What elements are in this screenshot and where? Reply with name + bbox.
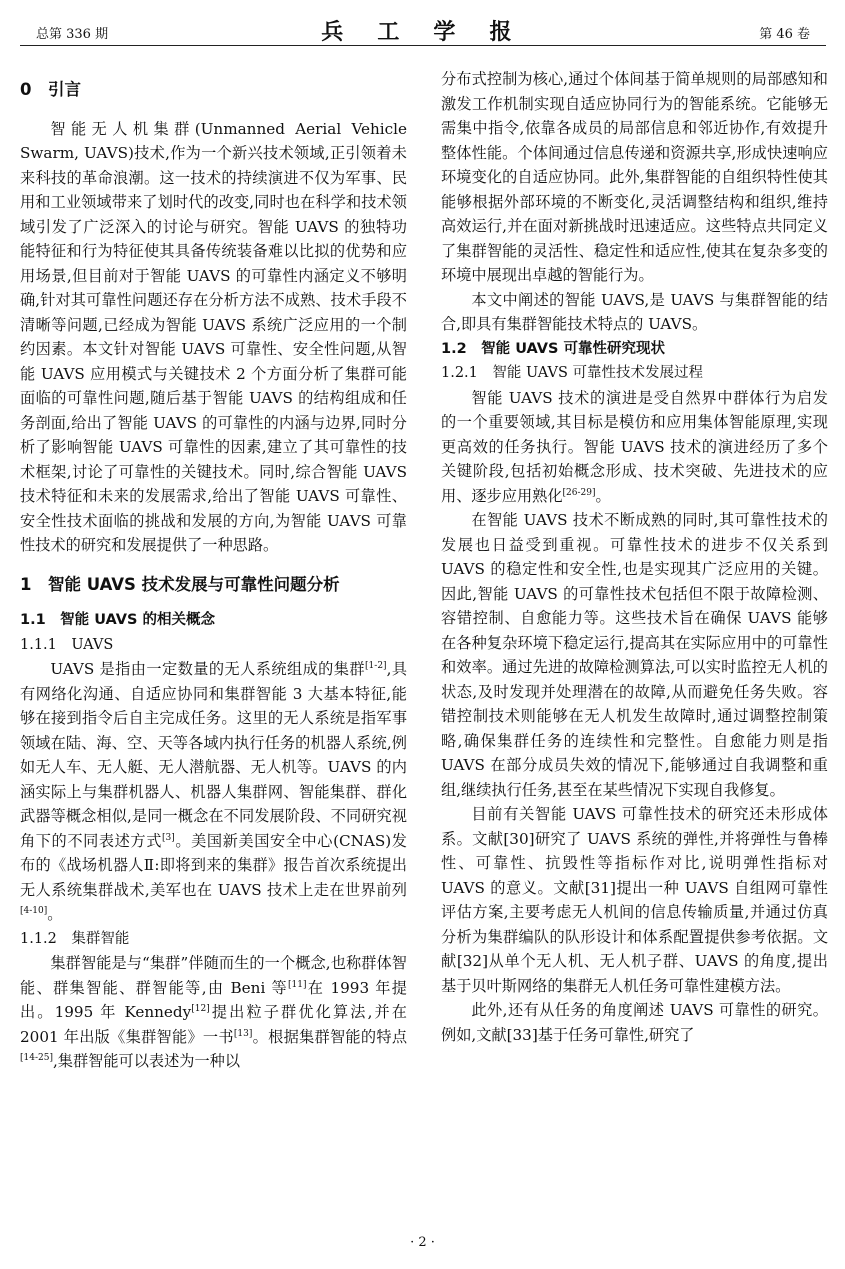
- running-header: [20, 14, 826, 44]
- section-1-title: 1 智能 UAVS 技术发展与可靠性问题分析: [20, 574, 340, 594]
- swarm-intelligence-paragraph: 集群智能是与“集群”伴随而生的一个概念,也称群体智能、群集智能、群智能等,由 Beni 等[11]在 1993 年提出。1995 年 Kennedy[12]提出粒子群优化算法,并在 2001 年出版《集群智能》一书[13]。根据集群智能的特点[14-25],集群智能可以表述为一种以: [20, 954, 408, 1070]
- citation: [13]: [233, 1028, 253, 1039]
- reliability-tech-paragraph: 在智能 UAVS 技术不断成熟的同时,其可靠性技术的发展也日益受到重视。可靠性技术的进步不仅关系到 UAVS 的稳定性和安全性,也是实现其广泛应用的关键。因此,智能 UAVS 的可靠性技术包括但不限于故障检测、容错控制、自愈能力等。这些技术旨在确保 UAVS 能够在各种复杂环境下稳定运行,提高其在实际应用中的可靠性和效率。通过先进的故障检测算法,可以实时监控无人机的状态,及时发现并处理潜在的故障,从而避免任务失败。容错控制技术则能够在无人机发生故障时,通过调整控制策略,确保集群任务的连续性和完整性。自愈能力则是指 UAVS 在部分成员失效的情况下,能够通过自我调整和重组,继续执行任务,甚至在某些情况下实现自我修复。: [441, 511, 828, 799]
- section-0-title: 0 引言: [20, 80, 81, 99]
- journal-title: 兵 工 学 报: [321, 19, 525, 45]
- citation: [4-10]: [20, 906, 48, 916]
- section-1-2-1-title: 1.2.1 智能 UAVS 可靠性技术发展过程: [441, 365, 704, 381]
- swarm-intelligence-continued: 分布式控制为核心,通过个体间基于简单规则的局部感知和激发工作机制实现自适应协同行为的智能系统。它能够无需集中指令,依靠各成员的局部信息和邻近协作,有效提升整体性能。个体间通过信息传递和资源共享,形成快速响应环境变化的自适应协同。此外,集群智能的自组织特性使其能够根据外部环境的不断变化,灵活调整结构和组织,维持高效运行,并在面对新挑战时迅速适应。这些特点共同定义了集群智能的灵活性、稳定性和适应性,使其在复杂多变的环境中展现出卓越的智能行为。: [441, 70, 828, 284]
- section-1-1-2-title: 1.1.2 集群智能: [20, 930, 130, 947]
- intro-paragraph: 智能无人机集群(Unmanned Aerial Vehicle Swarm, UAVS)技术,作为一个新兴技术领域,正引领着未来科技的革命浪潮。这一技术的持续演进不仅为军事、民用和工业领域带来了划时代的改变,同时也在科学和技术领域引发了广泛深入的讨论与研究。智能 UAVS 的独特功能特征和行为特征使其具备传统装备难以比拟的优势和应用场景,但目前对于智能 UAVS 的可靠性内涵定义不够明确,针对其可靠性问题还存在分析方法不成熟、技术手段不清晰等问题,已经成为智能 UAVS 系统广泛应用的一个制约因素。本文针对智能 UAVS 可靠性、安全性问题,从智能 UAVS 应用模式与关键技术 2 个方面分析了集群可能面临的可靠性问题,随后基于智能 UAVS 的结构组成和任务剖面,给出了智能 UAVS 的可靠性的内涵与边界,同时分析了影响智能 UAVS 可靠性的因素,建立了其可靠性的技术框架,讨论了可靠性的关键技术。同时,综合智能 UAVS 技术特征和未来的发展需求,给出了智能 UAVS 可靠性、安全性技术面临的挑战和发展的方向,为智能 UAVS 可靠性技术的研究和发展提供了一种思路。: [20, 119, 407, 554]
- citation: [26-29]: [562, 487, 596, 498]
- citation: [3]: [161, 832, 175, 843]
- citation: [1-2]: [365, 661, 387, 671]
- definition-paragraph: 本文中阐述的智能 UAVS,是 UAVS 与集群智能的结合,即具有集群智能技术特点的 UAVS。: [441, 290, 828, 333]
- citation: [14-25]: [20, 1053, 53, 1063]
- section-1-2-title: 1.2 智能 UAVS 可靠性研究现状: [441, 340, 666, 357]
- evolution-paragraph: 智能 UAVS 技术的演进是受自然界中群体行为启发的一个重要领域,其目标是模仿和应用集体智能原理,实现更高效的任务执行。智能 UAVS 技术的演进经历了多个关键阶段,包括初始概念形成、技术突破、先进技术的应用、逐步应用熟化[26-29]。: [441, 388, 828, 505]
- mission-reliability-paragraph: 此外,还有从任务的角度阐述 UAVS 可靠性的研究。例如,文献[33]基于任务可靠性,研究了: [441, 1001, 828, 1044]
- right-column: [441, 67, 828, 1047]
- citation: [12]: [191, 1004, 210, 1014]
- citation: [11]: [287, 979, 307, 990]
- left-column: [20, 76, 407, 1074]
- section-1-1-title: 1.1 智能 UAVS 的相关概念: [20, 612, 216, 628]
- page-number: · 2 ·: [410, 1235, 435, 1250]
- issue-number: 总第 336 期: [36, 27, 109, 42]
- research-status-paragraph: 目前有关智能 UAVS 可靠性技术的研究还未形成体系。文献[30]研究了 UAVS 系统的弹性,并将弹性与鲁棒性、可靠性、抗毁性等指标作对比,说明弹性指标对 UAVS 的意义。文献[31]提出一种 UAVS 自组网可靠性评估方案,主要考虑无人机间的信息传输质量,并通过仿真分析为集群编队的队形设计和体系配置提供参考依据。文献[32]从单个无人机、无人机子群、UAVS 的角度,提出基于贝叶斯网络的集群无人机任务可靠性建模方法。: [441, 805, 828, 995]
- section-1-1-1-title: 1.1.1 UAVS: [20, 636, 114, 653]
- uavs-paragraph: UAVS 是指由一定数量的无人系统组成的集群[1-2],具有网络化沟通、自适应协同和集群智能 3 大基本特征,能够在接到指令后自主完成任务。这里的无人系统是指军事领域在陆、海、空、天等各域内执行任务的机器人系统,例如无人车、无人艇、无人潜航器、无人机等。UAVS 的内涵实际上与集群机器人、机器人集群网、智能集群、群化武器等概念相似,是同一概念在不同发展阶段、不同研究视角下的不同表述方式[3]。美国新美国安全中心(CNAS)发布的《战场机器人Ⅱ:即将到来的集群》报告首次系统提出无人系统集群战术,美军也在 UAVS 技术上走在世界前列[4-10]。: [20, 660, 408, 923]
- volume-number: 第 46 卷: [759, 27, 810, 42]
- header-rule: [20, 45, 826, 46]
